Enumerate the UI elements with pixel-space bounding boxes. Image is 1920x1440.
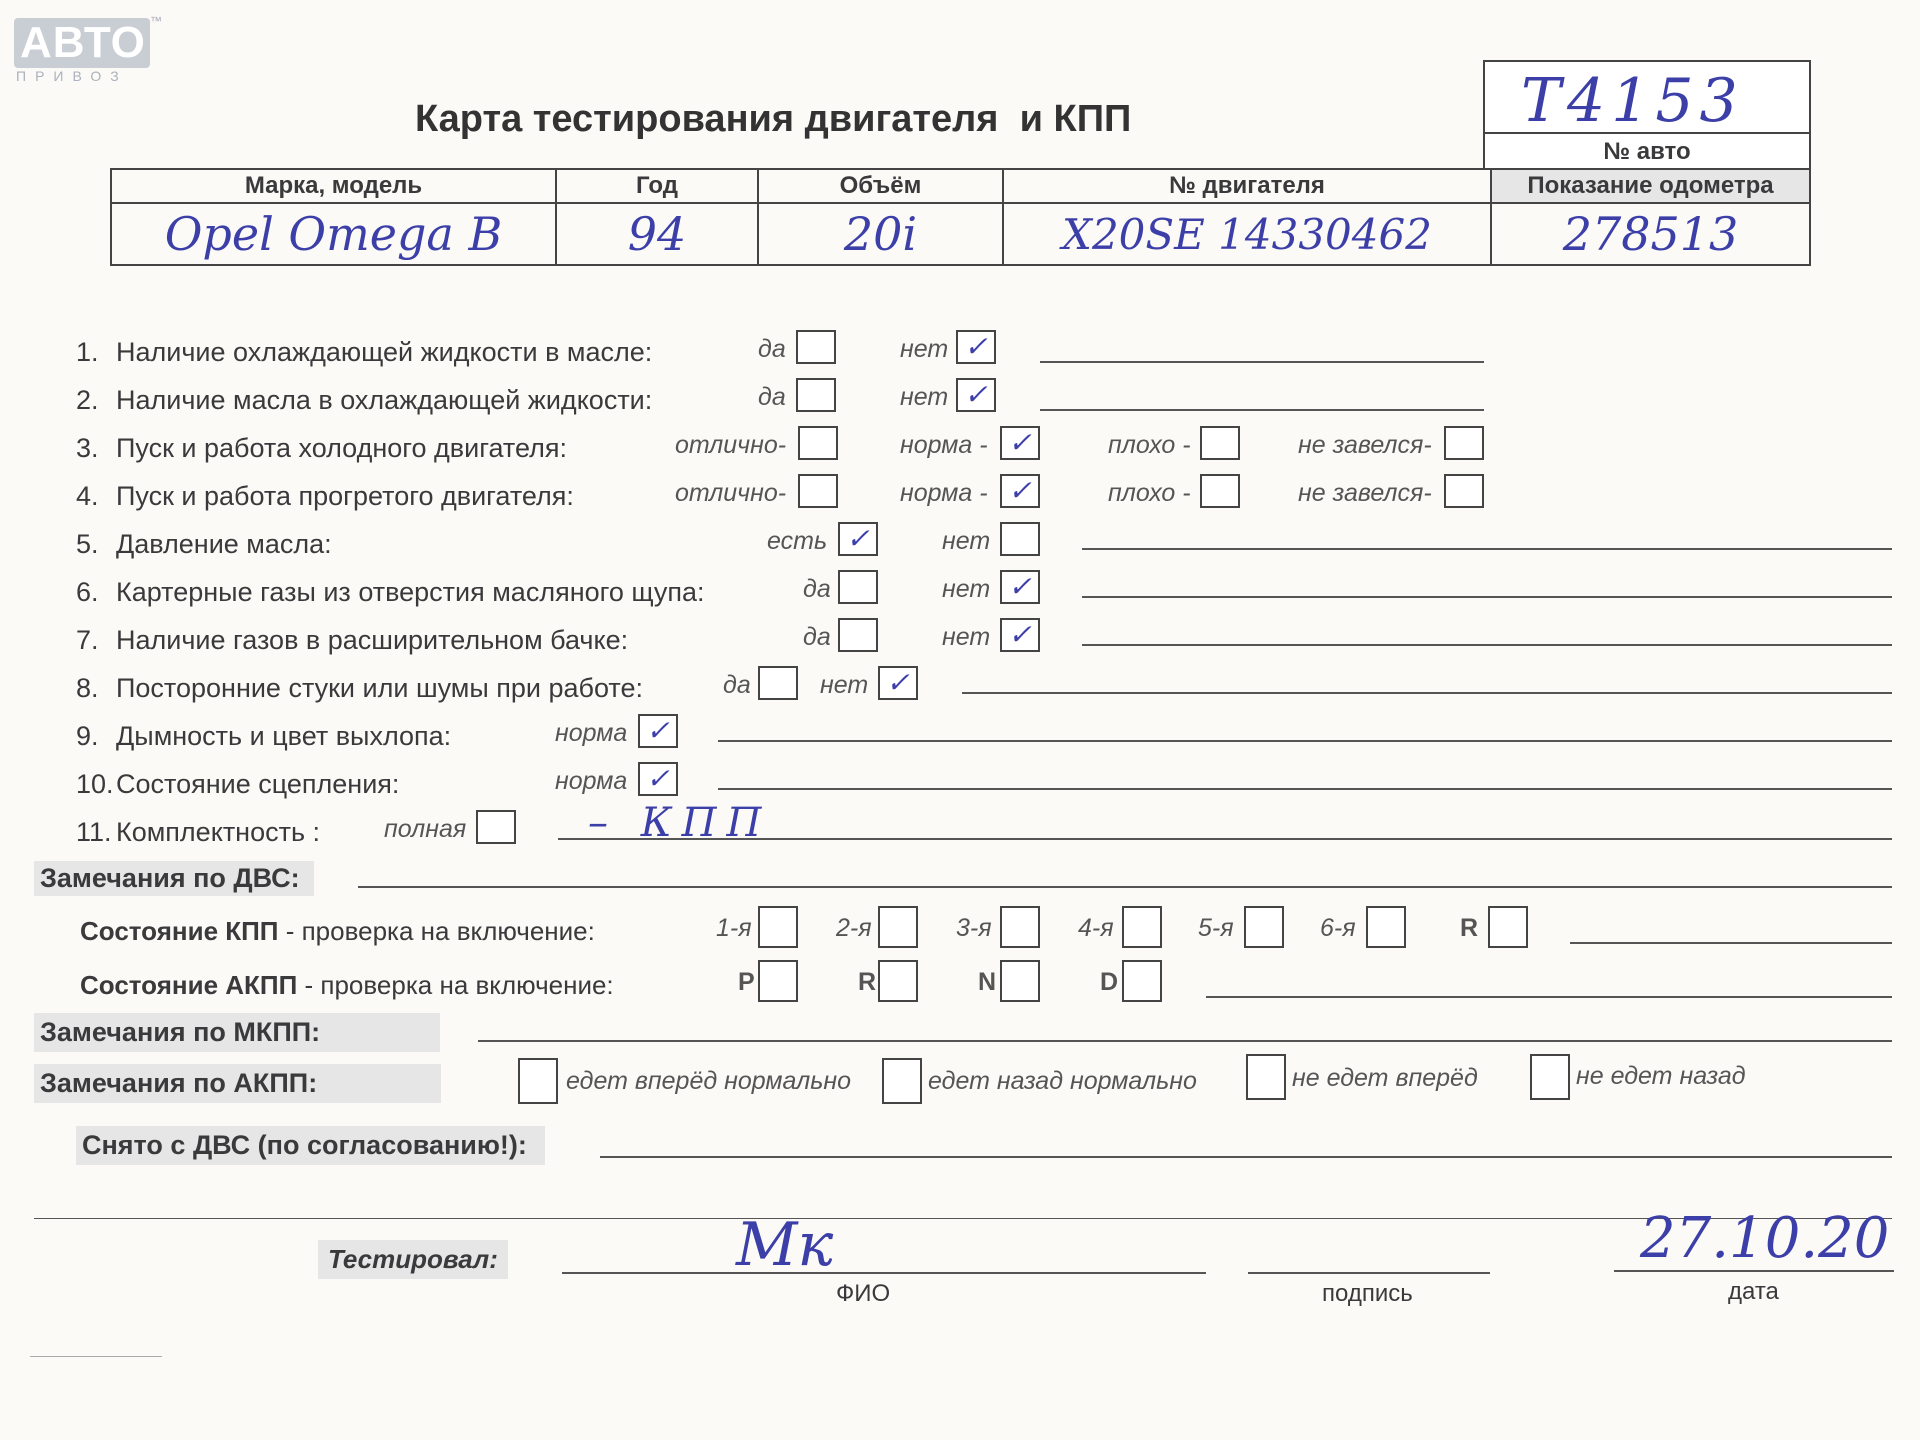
item-9-notes-line — [718, 740, 1892, 742]
item-3-checkbox-no-start[interactable] — [1444, 426, 1484, 460]
header-volume: Объём — [758, 169, 1003, 203]
remarks-dvs-label: Замечания по ДВС: — [34, 861, 314, 896]
kpp-label — [80, 916, 595, 947]
kpp-gear-5-checkbox[interactable] — [1244, 906, 1284, 948]
item-2-checkbox-no[interactable] — [956, 378, 996, 412]
date-value: 27.10.20 — [1640, 1206, 1890, 1271]
akpp-forward-normal-label: едет вперёд нормально — [566, 1067, 852, 1095]
item-2-option-yes: да — [758, 383, 786, 411]
item-2-notes-line — [1040, 409, 1484, 411]
item-5-option-absent: нет — [942, 527, 991, 555]
remarks-mkpp-label: Замечания по МКПП: — [34, 1013, 440, 1052]
item-5-option-present: есть — [767, 527, 828, 555]
akpp-gear-r-checkbox[interactable] — [878, 960, 918, 1002]
item-4-checkbox-no-start[interactable] — [1444, 474, 1484, 508]
item-4-check-mark: ✓ — [1008, 474, 1032, 507]
logo-tm: ™ — [150, 14, 162, 28]
kpp-gear-1-checkbox[interactable] — [758, 906, 798, 948]
removed-label: Снято с ДВС (по согласованию!): — [76, 1126, 545, 1165]
item-7-check-mark: ✓ — [1008, 618, 1032, 651]
item-6-option-yes: да — [803, 575, 831, 603]
item-5-checkbox-present[interactable] — [838, 522, 878, 556]
item-3-option-no-start: не завелся- — [1298, 431, 1432, 459]
akpp-backward-normal-checkbox[interactable] — [882, 1058, 922, 1104]
bottom-scan-mark — [30, 1356, 162, 1357]
fio-value: Мк — [736, 1210, 834, 1280]
item-7-option-yes: да — [803, 623, 831, 651]
akpp-gear-n-label: N — [978, 968, 997, 996]
item-3-number: 3. — [76, 433, 99, 463]
item-9-text: Дымность и цвет выхлопа: — [116, 721, 452, 751]
item-4-option-no-start: не завелся- — [1298, 479, 1432, 507]
kpp-gear-2-checkbox[interactable] — [878, 906, 918, 948]
kpp-gear-6-label: 6-я — [1320, 914, 1356, 942]
item-2-checkbox-yes[interactable] — [796, 378, 836, 412]
value-engine-number: X20SE 14330462 — [1003, 203, 1491, 265]
signature-caption: подпись — [1322, 1280, 1413, 1307]
item-8-option-yes: да — [723, 671, 751, 699]
item-9-check-mark: ✓ — [646, 714, 670, 747]
kpp-gear-6-checkbox[interactable] — [1366, 906, 1406, 948]
remarks-akpp-label: Замечания по АКПП: — [34, 1064, 441, 1103]
akpp-gear-d-checkbox[interactable] — [1122, 960, 1162, 1002]
item-10-option-normal: норма — [555, 767, 628, 795]
item-5-check-mark: ✓ — [846, 522, 870, 555]
item-11-number: 11. — [76, 817, 112, 847]
kpp-gear-2-label: 2-я — [836, 914, 872, 942]
item-10-checkbox-normal[interactable] — [638, 762, 678, 796]
item-5-text: Давление масла: — [116, 529, 332, 559]
akpp-gear-d-label: D — [1100, 968, 1119, 996]
value-volume: 20i — [758, 203, 1003, 265]
item-6-option-no: нет — [942, 575, 991, 603]
kpp-gear-4-label: 4-я — [1078, 914, 1114, 942]
item-2-text: Наличие масла в охлаждающей жидкости: — [116, 385, 653, 415]
item-3-checkbox-excellent[interactable] — [798, 426, 838, 460]
item-1-check-mark: ✓ — [964, 330, 988, 363]
item-2-number: 2. — [76, 385, 99, 415]
page-title: Карта тестирования двигателя и КПП — [415, 98, 1132, 140]
akpp-no-forward-checkbox[interactable] — [1246, 1054, 1286, 1100]
kpp-gear-r-label: R — [1460, 914, 1479, 942]
item-4-option-bad: плохо - — [1108, 479, 1191, 507]
item-8-option-no: нет — [820, 671, 869, 699]
akpp-backward-normal-label: едет назад нормально — [928, 1067, 1197, 1095]
item-8-check-mark: ✓ — [886, 666, 910, 699]
akpp-gear-n-checkbox[interactable] — [1000, 960, 1040, 1002]
item-6-text: Картерные газы из отверстия масляного щупа: — [116, 577, 705, 607]
item-10-check-mark: ✓ — [646, 762, 670, 795]
section-divider — [34, 1218, 1892, 1219]
item-3-option-bad: плохо - — [1108, 431, 1191, 459]
item-3-checkbox-normal[interactable] — [1000, 426, 1040, 460]
remarks-mkpp-line — [478, 1040, 1892, 1042]
fio-caption: ФИО — [836, 1280, 891, 1307]
akpp-no-forward-label: не едет вперёд — [1292, 1064, 1478, 1092]
item-6-checkbox-no[interactable] — [1000, 570, 1040, 604]
item-8-number: 8. — [76, 673, 99, 703]
kpp-gear-4-checkbox[interactable] — [1122, 906, 1162, 948]
item-10-number: 10. — [76, 769, 114, 799]
item-1-checkbox-no[interactable] — [956, 330, 996, 364]
value-make-model: Opel Omega B — [111, 203, 556, 265]
akpp-gear-p-label: P — [738, 968, 755, 996]
item-7-option-no: нет — [942, 623, 991, 651]
item-3-option-excellent: отлично- — [675, 431, 787, 459]
item-6-check-mark: ✓ — [1008, 570, 1032, 603]
item-11-checkbox-complete[interactable] — [476, 810, 516, 844]
date-line — [1614, 1270, 1894, 1272]
item-4-option-excellent: отлично- — [675, 479, 787, 507]
item-1-option-yes: да — [758, 335, 786, 363]
item-9-checkbox-normal[interactable] — [638, 714, 678, 748]
item-6-checkbox-yes[interactable] — [838, 570, 878, 604]
item-5-number: 5. — [76, 529, 99, 559]
item-1-notes-line — [1040, 361, 1484, 363]
kpp-gear-3-label: 3-я — [956, 914, 992, 942]
kpp-notes-line — [1570, 942, 1892, 944]
item-8-text: Посторонние стуки или шумы при работе: — [116, 673, 643, 703]
item-4-option-normal: норма - — [900, 479, 988, 507]
akpp-no-backward-label: не едет назад — [1576, 1062, 1746, 1090]
date-caption: дата — [1728, 1278, 1779, 1305]
fio-line — [562, 1272, 1206, 1274]
auto-number-value: Т4153 — [1521, 66, 1744, 136]
akpp-gear-p-checkbox[interactable] — [758, 960, 798, 1002]
header-odometer: Показание одометра — [1491, 169, 1810, 203]
akpp-forward-normal-checkbox[interactable] — [518, 1058, 558, 1104]
akpp-gear-r-label: R — [858, 968, 877, 996]
item-10-notes-line — [718, 788, 1892, 790]
removed-line — [600, 1156, 1892, 1158]
item-3-option-normal: норма - — [900, 431, 988, 459]
vehicle-table — [110, 168, 1811, 266]
akpp-label-rest: - проверка на включение: — [297, 970, 614, 1000]
kpp-gear-3-checkbox[interactable] — [1000, 906, 1040, 948]
item-5-notes-line — [1082, 548, 1892, 550]
vehicle-table-header — [111, 169, 1810, 203]
header-engine-number: № двигателя — [1003, 169, 1491, 203]
item-7-number: 7. — [76, 625, 99, 655]
item-4-text: Пуск и работа прогретого двигателя: — [116, 481, 574, 511]
item-7-checkbox-no[interactable] — [1000, 618, 1040, 652]
signature-line — [1248, 1272, 1490, 1274]
akpp-notes-line — [1206, 996, 1892, 998]
item-11-text: Комплектность : — [116, 817, 321, 847]
item-1-text: Наличие охлаждающей жидкости в масле: — [116, 337, 653, 367]
kpp-label-rest: - проверка на включение: — [278, 916, 595, 946]
akpp-label — [80, 970, 614, 1001]
item-6-notes-line — [1082, 596, 1892, 598]
kpp-gear-1-label: 1-я — [716, 914, 752, 942]
item-6-number: 6. — [76, 577, 99, 607]
item-8-notes-line — [962, 692, 1892, 694]
auto-number-label: № авто — [1603, 138, 1691, 165]
akpp-label-bold: Состояние АКПП — [80, 970, 298, 1000]
item-7-checkbox-yes[interactable] — [838, 618, 878, 652]
remarks-dvs-line — [358, 886, 1892, 888]
item-11-notes-line — [558, 838, 1892, 840]
item-1-checkbox-yes[interactable] — [796, 330, 836, 364]
value-odometer: 278513 — [1491, 203, 1810, 265]
item-3-checkbox-bad[interactable] — [1200, 426, 1240, 460]
item-1-number: 1. — [76, 337, 99, 367]
item-4-checkbox-bad[interactable] — [1200, 474, 1240, 508]
item-10-text: Состояние сцепления: — [116, 769, 400, 799]
logo-subtitle: ПРИВОЗ — [16, 68, 128, 84]
item-4-number: 4. — [76, 481, 99, 511]
akpp-no-backward-checkbox[interactable] — [1530, 1054, 1570, 1100]
item-2-check-mark: ✓ — [964, 378, 988, 411]
item-4-checkbox-excellent[interactable] — [798, 474, 838, 508]
item-9-option-normal: норма — [555, 719, 628, 747]
logo-text: АВТО — [20, 18, 146, 67]
tested-label: Тестировал: — [318, 1240, 508, 1279]
item-3-check-mark: ✓ — [1008, 426, 1032, 459]
vehicle-table-row — [111, 203, 1810, 265]
item-9-number: 9. — [76, 721, 99, 751]
kpp-label-bold: Состояние КПП — [80, 916, 279, 946]
item-11-note: – КПП — [588, 800, 772, 846]
header-year: Год — [556, 169, 758, 203]
kpp-gear-5-label: 5-я — [1198, 914, 1234, 942]
item-4-checkbox-normal[interactable] — [1000, 474, 1040, 508]
item-1-option-no: нет — [900, 335, 949, 363]
item-7-text: Наличие газов в расширительном бачке: — [116, 625, 629, 655]
item-3-text: Пуск и работа холодного двигателя: — [116, 433, 567, 463]
item-8-checkbox-yes[interactable] — [758, 666, 798, 700]
item-8-checkbox-no[interactable] — [878, 666, 918, 700]
item-5-checkbox-absent[interactable] — [1000, 522, 1040, 556]
auto-number-box — [1483, 60, 1811, 168]
value-year: 94 — [556, 203, 758, 265]
item-11-option-complete: полная — [384, 815, 467, 843]
kpp-gear-r-checkbox[interactable] — [1488, 906, 1528, 948]
item-7-notes-line — [1082, 644, 1892, 646]
item-2-option-no: нет — [900, 383, 949, 411]
header-make-model: Марка, модель — [111, 169, 556, 203]
